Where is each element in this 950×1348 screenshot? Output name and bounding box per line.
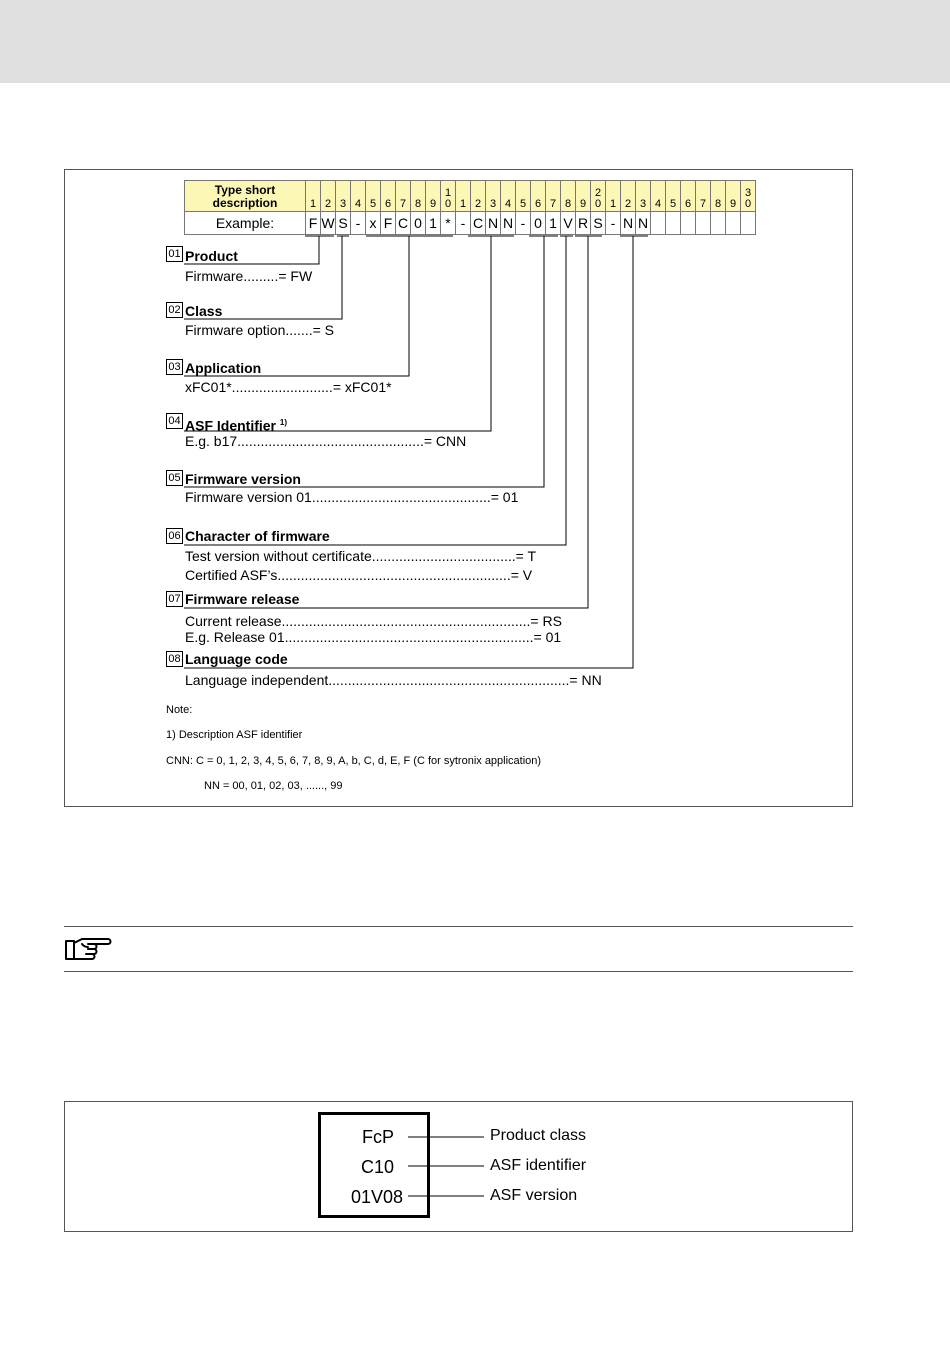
section-07-line-1: Current release................................................................= RS [185, 613, 562, 629]
section-04-line-1: E.g. b17................................................= CNN [185, 433, 467, 449]
section-02-number: 02 [166, 302, 183, 318]
pos-23: 3 [636, 181, 651, 212]
example-char-1: F [306, 212, 321, 235]
section-01-title: Product [185, 248, 238, 264]
section-05-line-1: Firmware version 01..............................................= 01 [185, 489, 519, 505]
section-04-footnote-mark: 1) [279, 418, 288, 427]
section-04-title-text: ASF Identifier [185, 417, 277, 434]
pos-15: 5 [516, 181, 531, 212]
example-char-6: F [381, 212, 396, 235]
section-06-number: 06 [166, 528, 183, 544]
example-char-2: W [321, 212, 336, 235]
example-char-7: C [396, 212, 411, 235]
example-char-4: - [351, 212, 366, 235]
section-01-number: 01 [166, 246, 183, 262]
pos-27: 7 [696, 181, 711, 212]
section-05-title: Firmware version [185, 471, 301, 487]
section-07-line-2: E.g. Release 01................................................................= 01 [185, 629, 562, 645]
pos-29: 9 [726, 181, 741, 212]
example-char-16: 0 [531, 212, 546, 235]
pos-13: 3 [486, 181, 501, 212]
example-char-22: N [621, 212, 636, 235]
pos-22: 2 [621, 181, 636, 212]
label-value-asf-identifier: C10 [360, 1157, 394, 1177]
pos-12: 2 [471, 181, 486, 212]
label-caption-asf-identifier: ASF identifier [490, 1157, 587, 1174]
pos-20: 2 0 [591, 181, 606, 212]
pos-9: 9 [426, 181, 441, 212]
example-char-9: 1 [426, 212, 441, 235]
section-02-title: Class [185, 303, 223, 319]
note-label: Note: [166, 704, 193, 716]
pos-26: 6 [681, 181, 696, 212]
section-03-line-1: xFC01*..........................= xFC01* [185, 379, 392, 395]
pos-3: 3 [336, 181, 351, 212]
pos-16: 6 [531, 181, 546, 212]
pos-8: 8 [411, 181, 426, 212]
label-value-asf-version: 01V08 [350, 1187, 403, 1207]
example-char-14: N [501, 212, 516, 235]
example-char-20: S [591, 212, 606, 235]
example-label: Example: [185, 212, 306, 235]
pos-18: 8 [561, 181, 576, 212]
example-char-19: R [576, 212, 591, 235]
note-footnote: 1) Description ASF identifier [166, 729, 303, 741]
pos-28: 8 [711, 181, 726, 212]
section-08-number: 08 [166, 651, 183, 667]
example-char-15: - [516, 212, 531, 235]
example-char-10: * [441, 212, 456, 235]
label-value-product: FcP [361, 1127, 394, 1147]
label-leader-lines [0, 1100, 950, 1240]
section-04-title [185, 415, 287, 434]
example-char-11: - [456, 212, 471, 235]
pointing-hand-icon [64, 935, 112, 963]
example-char-21: - [606, 212, 621, 235]
section-03-title: Application [185, 360, 262, 376]
example-char-17: 1 [546, 212, 561, 235]
section-05-number: 05 [166, 470, 183, 486]
note-nn: NN = 00, 01, 02, 03, ......, 99 [204, 780, 343, 792]
example-char-8: 0 [411, 212, 426, 235]
example-char-13: N [486, 212, 501, 235]
example-char-23: N [636, 212, 651, 235]
section-06-title: Character of firmware [185, 528, 330, 544]
pos-25: 5 [666, 181, 681, 212]
section-07-number: 07 [166, 591, 183, 607]
section-02-line-1: Firmware option.......= S [185, 322, 334, 338]
label-caption-asf-version: ASF version [490, 1187, 578, 1204]
pos-17: 7 [546, 181, 561, 212]
example-char-3: S [336, 212, 351, 235]
hint-rule-top [64, 926, 853, 927]
section-03-number: 03 [166, 359, 183, 375]
pos-19: 9 [576, 181, 591, 212]
pos-7: 7 [396, 181, 411, 212]
example-char-5: x [366, 212, 381, 235]
pos-14: 4 [501, 181, 516, 212]
section-06-line-1: Test version without certificate.....................................= T [185, 548, 537, 564]
pos-1: 1 [306, 181, 321, 212]
hint-rule-bottom [64, 971, 853, 972]
type-short-description-label: Type short description [185, 181, 306, 212]
label-caption-product-class: Product class [490, 1127, 587, 1144]
section-06-line-2: Certified ASF’s............................................................= V [185, 567, 533, 583]
section-08-line-1: Language independent..............................................................= NN [185, 672, 602, 688]
pos-11: 1 [456, 181, 471, 212]
example-char-18: V [561, 212, 576, 235]
pos-10: 1 0 [441, 181, 456, 212]
pos-2: 2 [321, 181, 336, 212]
pos-6: 6 [381, 181, 396, 212]
pos-5: 5 [366, 181, 381, 212]
pos-30: 3 0 [741, 181, 756, 212]
example-char-12: C [471, 212, 486, 235]
pos-4: 4 [351, 181, 366, 212]
pos-24: 4 [651, 181, 666, 212]
section-04-number: 04 [166, 413, 183, 429]
pos-21: 1 [606, 181, 621, 212]
note-cnn: CNN: C = 0, 1, 2, 3, 4, 5, 6, 7, 8, 9, A, b, C, d, E, F (C for sytronix application) [166, 755, 542, 767]
section-08-title: Language code [185, 651, 288, 667]
section-07-title: Firmware release [185, 591, 300, 607]
section-01-line-1: Firmware.........= FW [185, 268, 313, 284]
